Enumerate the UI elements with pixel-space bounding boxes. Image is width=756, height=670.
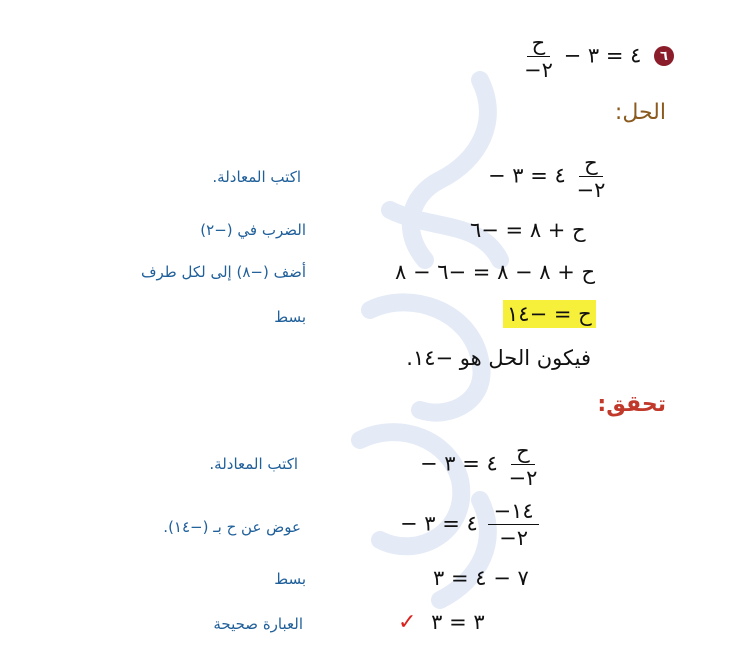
check-2-denominator: −٢ bbox=[499, 526, 529, 551]
step-2-note: الضرب في (−٢) bbox=[200, 221, 306, 239]
check-1-note: اكتب المعادلة. bbox=[209, 455, 298, 473]
step-3-equation: ح + ٨ − ٨ = −٦ − ٨ bbox=[395, 260, 596, 284]
check-3-equation: ٧ − ٤ = ٣ bbox=[433, 566, 529, 590]
check-2-note: عوض عن ح بـ (−١٤). bbox=[163, 518, 301, 536]
check-2-fraction bbox=[488, 500, 538, 549]
check-heading: تحقق: bbox=[597, 392, 666, 417]
check-1-rest: − ٤ = ٣ bbox=[420, 451, 498, 476]
step-1-denominator: −٢ bbox=[576, 178, 606, 203]
problem-fraction bbox=[524, 32, 553, 81]
step-1-rest: − ٤ = ٣ bbox=[488, 163, 566, 188]
check-2-equation bbox=[400, 500, 543, 549]
problem-equation bbox=[520, 32, 641, 81]
problem-number-badge: ٦ bbox=[654, 46, 674, 66]
step-3-note: أضف (−٨) إلى لكل طرف bbox=[140, 263, 306, 281]
conclusion: فيكون الحل هو −١٤. bbox=[406, 346, 591, 370]
check-1-equation bbox=[420, 440, 541, 489]
check-2-rest: − ٤ = ٣ bbox=[400, 511, 478, 536]
check-2-numerator: −١٤ bbox=[488, 500, 538, 525]
check-1-denominator: −٢ bbox=[508, 466, 538, 491]
step-2-equation: ح + ٨ = −٦ bbox=[470, 218, 586, 242]
solution-heading: الحل: bbox=[614, 100, 666, 125]
step-1-equation bbox=[488, 152, 609, 201]
step-1-fraction bbox=[576, 152, 605, 201]
problem-numerator: ح bbox=[527, 32, 551, 57]
check-1-fraction bbox=[508, 440, 537, 489]
check-4-text: ٣ = ٣ bbox=[431, 610, 485, 634]
problem-rest: − ٤ = ٣ bbox=[563, 43, 642, 68]
check-1-numerator: ح bbox=[511, 440, 535, 465]
result-highlight: ح = −١٤ bbox=[503, 300, 596, 328]
step-1-numerator: ح bbox=[579, 152, 603, 177]
check-3-note: بسط bbox=[274, 570, 306, 588]
problem-denominator: −٢ bbox=[524, 58, 553, 83]
check-4-note: العبارة صحيحة bbox=[213, 615, 303, 633]
checkmark-icon: ✓ bbox=[398, 610, 417, 635]
step-4-note: بسط bbox=[274, 308, 306, 326]
check-4-equation bbox=[398, 610, 485, 635]
step-1-note: اكتب المعادلة. bbox=[212, 168, 301, 186]
step-4-equation bbox=[503, 302, 596, 326]
